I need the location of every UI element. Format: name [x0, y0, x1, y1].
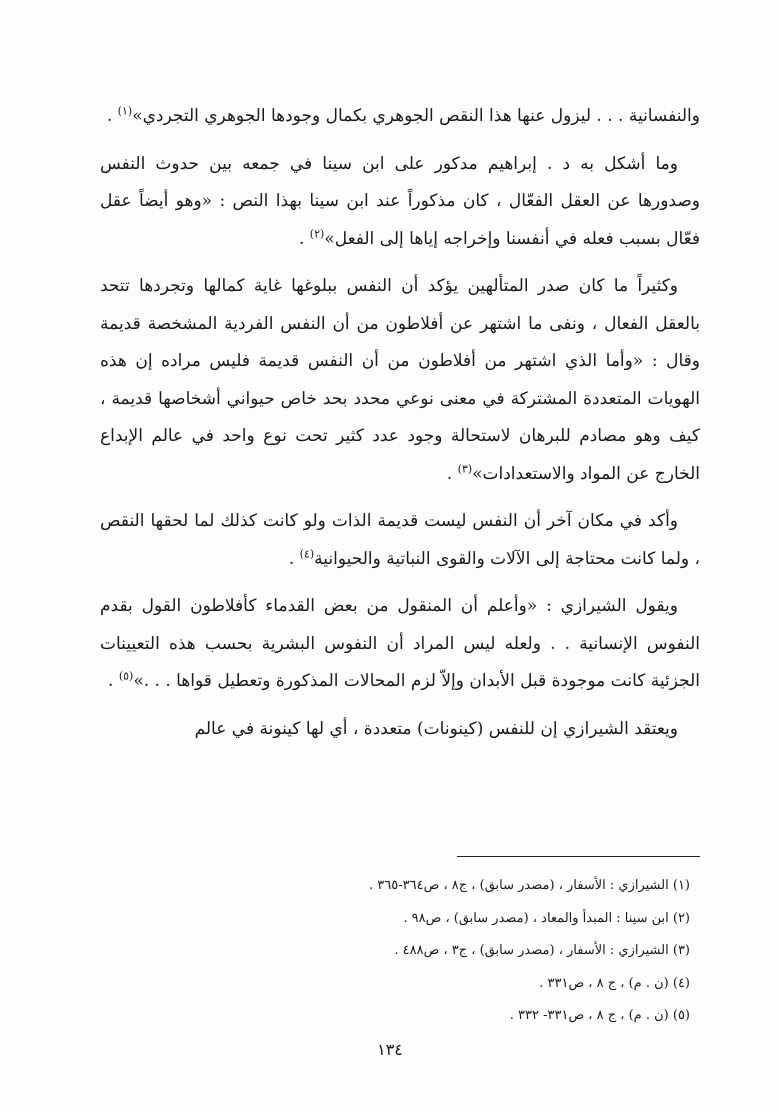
main-text: [100, 98, 700, 758]
footnote-ref-2: (٢): [309, 226, 325, 240]
paragraph-1: والنفسانية . . . ليزول عنها هذا النقص الجوهري بكمال وجودها الجوهري التجردي»$^{(١)}$ .: [106, 104, 700, 126]
footnote-ref-1: (١): [117, 104, 133, 118]
footnote-ref-5: (٥): [118, 669, 134, 683]
paragraph-5: ويقول الشيرازي : «وأعلم أن المنقول من بعض القدماء كأفلاطون القول بقدم النفوس الإنسانية . . ولعله ليس المراد أن النفوس البشرية بحسب هذه التعيينات الجزئية كانت موجودة قبل الأبدان وإلاّ لزم المحالات المذكورة وتعطيل قواها . . .»$^{(٥)}$ .: [100, 596, 700, 691]
footnote-ref-4: (٤): [299, 546, 315, 560]
footnote-3: (٣) الشيرازي : الأسفار ، (مصدر سابق) ، ج٣ ، ص٤٨٨ .: [394, 943, 690, 958]
footnote-ref-3: (٣): [457, 461, 473, 475]
footnote-5: (٥) (ن . م) ، ج ٨ ، ص٣٣١- ٣٣٢ .: [509, 1008, 690, 1023]
footnote-divider: [457, 856, 700, 857]
paragraph-2: وما أشكل به د . إبراهيم مدكور على ابن سينا في جمعه بين حدوث النفس وصدورها عن العقل الفعّال ، كان مذكوراً عند ابن سينا بهذا النص : «وهو أيضاً عقل فعّال بسبب فعله في أنفسنا وإخراجه إياها إلى الفعل»$^{(٢)}$ .: [100, 153, 700, 249]
footnotes: [300, 870, 690, 1033]
page-number: ١٣٤: [377, 1040, 403, 1059]
footnote-1: (١) الشيرازي : الأسفار ، (مصدر سابق) ، ج٨ ، ص٣٦٤-٣٦٥ .: [369, 878, 690, 893]
footnote-2: (٢) ابن سينا : المبدأ والمعاد ، (مصدر سابق) ، ص٩٨ .: [403, 910, 690, 926]
footnote-4: (٤) (ن . م) ، ج ٨ ، ص٣٣١ .: [539, 975, 690, 991]
paragraph-6: ويعتقد الشيرازي إن للنفس (كينونات) متعددة ، أي لها كينونة في عالم: [194, 718, 678, 739]
paragraph-3: وكثيراً ما كان صدر المتألهين يؤكد أن النفس ببلوغها غاية كمالها وتجردها تتحد بالعقل الفعال ، ونفى ما اشتهر عن أفلاطون من أن النفس الفردية المشخصة قديمة وقال : «وأما الذي اشتهر من أفلاطون من أن النفس قديمة فليس مراده إن هذه الهويات المتعددة المشتركة في معنى نوعي محدد بحد خاص حيواني أشخاصها قديمة ، كيف وهو مصادم للبرهان لاستحالة وجود عدد كثير تحت نوع واحد في عالم الإبداع الخارج عن المواد والاستعدادات»$^{(٣)}$ .: [100, 276, 700, 484]
paragraph-4: وأكد في مكان آخر أن النفس ليست قديمة الذات ولو كانت كذلك لما لحقها النقص ، ولما كانت محتاجة إلى الآلات والقوى النباتية والحيوانية$^{(٤)}$ .: [100, 511, 700, 569]
